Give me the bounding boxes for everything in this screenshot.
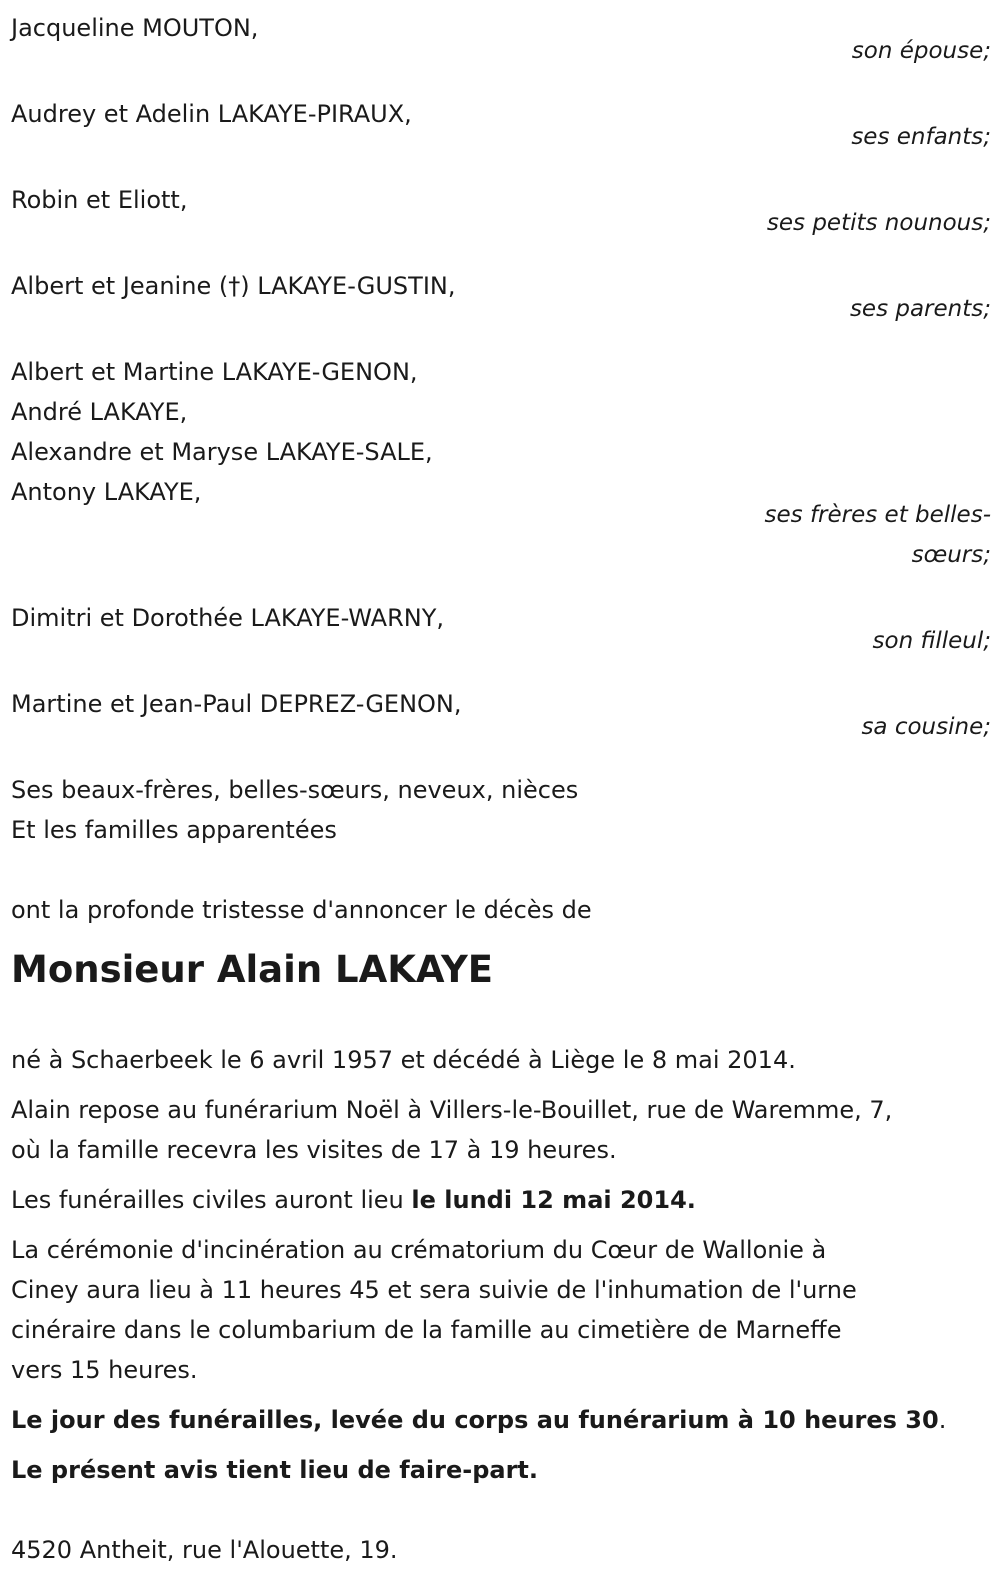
family-group-parents	[11, 266, 991, 329]
ceremony-info	[11, 1230, 991, 1390]
family-group-godson	[11, 598, 991, 661]
family-role: son filleul;	[872, 628, 991, 654]
announcement-text: ont la profonde tristesse d'annoncer le décès de	[11, 896, 592, 924]
address: 4520 Antheit, rue l'Alouette, 19.	[11, 1536, 398, 1564]
ceremony-line: Ciney aura lieu à 11 heures 45 et sera suivie de l'inhumation de l'urne	[11, 1276, 857, 1304]
family-role: son épouse;	[851, 38, 991, 64]
family-name-line: André LAKAYE,	[11, 398, 188, 426]
repose-line: où la famille recevra les visites de 17 à 19 heures.	[11, 1136, 617, 1164]
ceremony-line: vers 15 heures.	[11, 1356, 198, 1384]
faire-part-notice: Le présent avis tient lieu de faire-part.	[11, 1456, 539, 1484]
family-name-line: Dimitri et Dorothée LAKAYE-WARNY,	[11, 604, 445, 632]
deceased-name: Monsieur Alain LAKAYE	[11, 948, 494, 991]
funeral-date: le lundi 12 mai 2014.	[411, 1186, 696, 1214]
family-group-children	[11, 94, 991, 157]
obituary-document	[11, 8, 991, 1570]
family-name-line: Albert et Jeanine (†) LAKAYE-GUSTIN,	[11, 272, 456, 300]
family-group-siblings	[11, 352, 991, 575]
family-role: ses enfants;	[851, 124, 991, 150]
funeral-info	[11, 1180, 991, 1220]
levee-end: .	[938, 1406, 947, 1434]
levee-info	[11, 1400, 991, 1440]
family-name-line: Martine et Jean-Paul DEPREZ-GENON,	[11, 690, 462, 718]
funeral-prefix: Les funérailles civiles auront lieu	[11, 1186, 412, 1214]
family-name-line: Alexandre et Maryse LAKAYE-SALE,	[11, 438, 433, 466]
family-group-cousin	[11, 684, 991, 747]
family-name-line: Jacqueline MOUTON,	[11, 14, 259, 42]
repose-info	[11, 1090, 991, 1170]
birth-death-info: né à Schaerbeek le 6 avril 1957 et décédé à Liège le 8 mai 2014.	[11, 1046, 796, 1074]
ceremony-line: La cérémonie d'incinération au crématorium du Cœur de Wallonie à	[11, 1236, 827, 1264]
extended-family-line: Ses beaux-frères, belles-sœurs, neveux, nièces	[11, 776, 579, 804]
extended-family	[11, 770, 991, 850]
family-role: ses parents;	[849, 296, 991, 322]
family-name-line: Albert et Martine LAKAYE-GENON,	[11, 358, 418, 386]
family-name-line: Robin et Eliott,	[11, 186, 188, 214]
family-name-line: Antony LAKAYE,	[11, 478, 202, 506]
extended-family-line: Et les familles apparentées	[11, 816, 337, 844]
levee-text: Le jour des funérailles, levée du corps au funérarium à 10 heures 30	[11, 1406, 939, 1434]
family-role: ses petits nounous;	[766, 210, 991, 236]
family-role: ses frères et belles-	[764, 502, 991, 528]
family-name-line: Audrey et Adelin LAKAYE-PIRAUX,	[11, 100, 412, 128]
repose-line: Alain repose au funérarium Noël à Villers-le-Bouillet, rue de Waremme, 7,	[11, 1096, 893, 1124]
family-group-spouse	[11, 8, 991, 71]
ceremony-line: cinéraire dans le columbarium de la famille au cimetière de Marneffe	[11, 1316, 842, 1344]
family-role: sa cousine;	[861, 714, 991, 740]
family-group-grandchildren	[11, 180, 991, 243]
family-role: sœurs;	[911, 542, 991, 568]
